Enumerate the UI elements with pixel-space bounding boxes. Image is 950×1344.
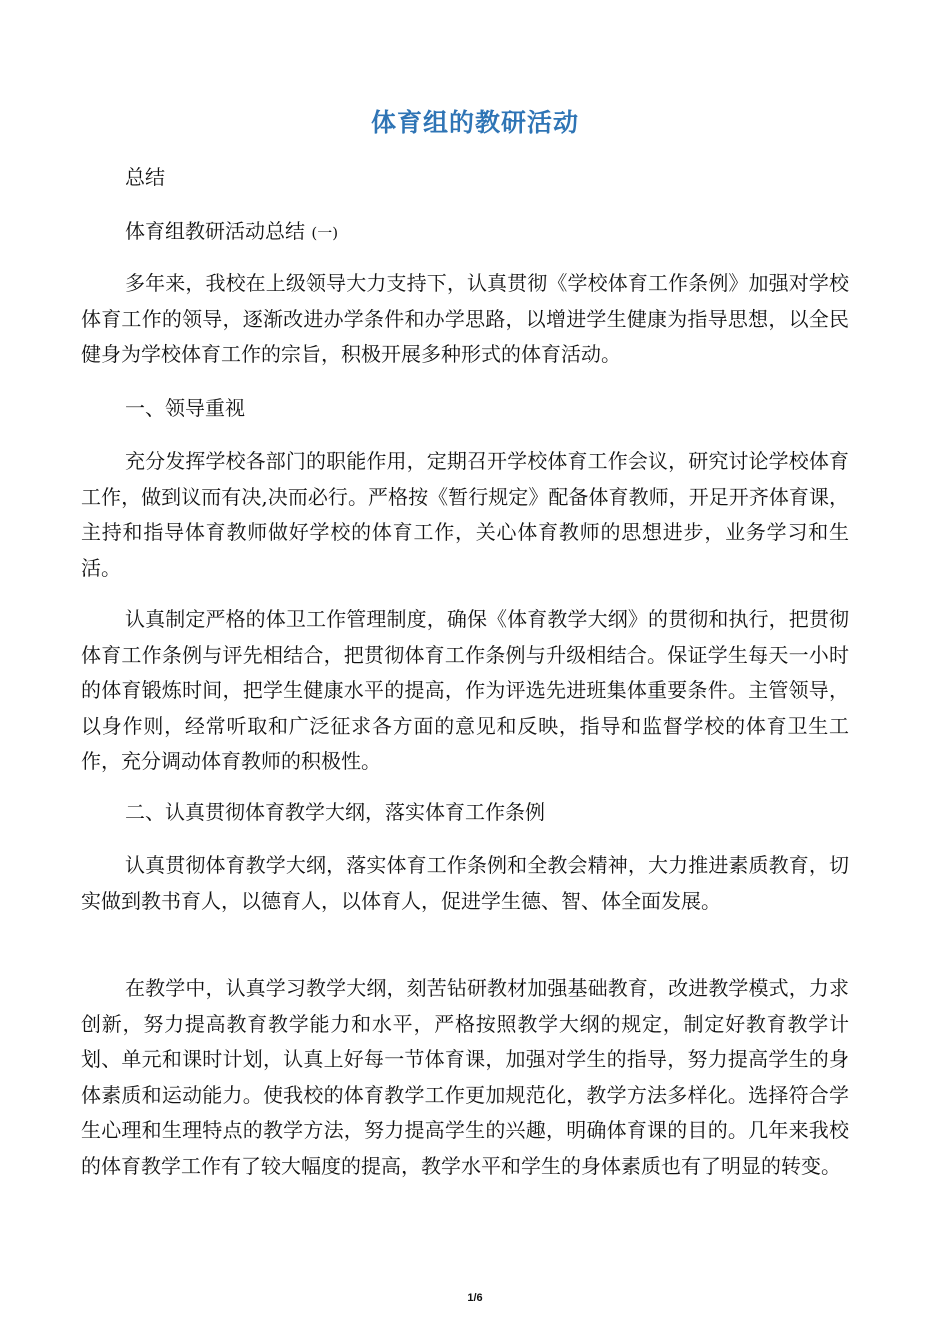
section-title-text: 体育组教研活动总结 <box>125 219 305 243</box>
paragraph-leadership-2: 认真制定严格的体卫工作管理制度，确保《体育教学大纲》的贯彻和执行，把贯彻体育工作条例与评先相结合，把贯彻体育工作条例与升级相结合。保证学生每天一小时的体育锻炼时间，把学生健康水平的提高，作为评选先进班集体重要条件。主管领导，以身作则，经常听取和广泛征求各方面的意见和反映，指导和监督学校的体育卫生工作，充分调动体育教师的积极性。 <box>81 607 849 773</box>
heading-syllabus: 二、认真贯彻体育教学大纲，落实体育工作条例 <box>125 800 545 824</box>
document-subtitle: 总结 <box>125 165 165 189</box>
heading-leadership: 一、领导重视 <box>125 396 245 420</box>
paragraph-syllabus-2: 在教学中，认真学习教学大纲，刻苦钻研教材加强基础教育，改进教学模式，力求创新，努力提高教育教学能力和水平，严格按照教学大纲的规定，制定好教育教学计划、单元和课时计划，认真上好每一节体育课，加强对学生的指导，努力提高学生的身体素质和运动能力。使我校的体育教学工作更加规范化，教学方法多样化。选择符合学生心理和生理特点的教学方法，努力提高学生的兴趣，明确体育课的目的。几年来我校的体育教学工作有了较大幅度的提高，教学水平和学生的身体素质也有了明显的转变。 <box>81 976 849 1178</box>
section-title-suffix: (一) <box>311 224 339 242</box>
paragraph-leadership-1: 充分发挥学校各部门的职能作用，定期召开学校体育工作会议，研究讨论学校体育工作，做到议而有决,决而必行。严格按《暂行规定》配备体育教师，开足开齐体育课，主持和指导体育教师做好学校的体育工作，关心体育教师的思想进步，业务学习和生活。 <box>81 449 849 580</box>
section-title <box>125 214 338 252</box>
page-number: 1/6 <box>467 1292 483 1304</box>
document-title: 体育组的教研活动 <box>370 108 579 137</box>
paragraph-intro: 多年来，我校在上级领导大力支持下，认真贯彻《学校体育工作条例》加强对学校体育工作的领导，逐渐改进办学条件和办学思路，以增进学生健康为指导思想，以全民健身为学校体育工作的宗旨，积极开展多种形式的体育活动。 <box>81 271 849 366</box>
paragraph-syllabus-1: 认真贯彻体育教学大纲，落实体育工作条例和全教会精神，大力推进素质教育，切实做到教书育人，以德育人，以体育人，促进学生德、智、体全面发展。 <box>81 853 849 913</box>
